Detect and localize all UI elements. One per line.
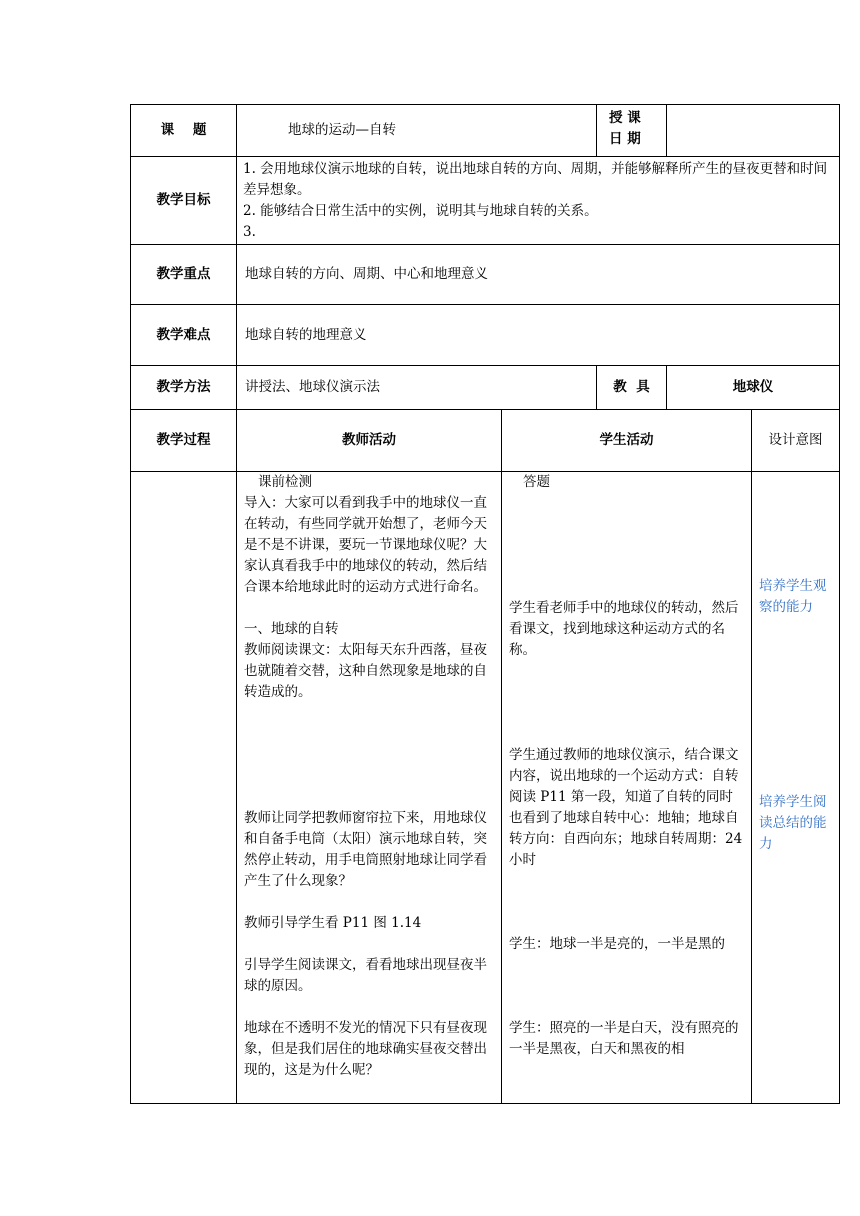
- col-divider: [751, 409, 752, 1104]
- date-label-line2: 日 期: [609, 131, 641, 147]
- teacher-p8: 地球在不透明不发光的情况下只有昼夜现象，但是我们居住的地球确实昼夜交替出现的，这是为什么呢？: [244, 1020, 487, 1078]
- course-label: 课 题: [160, 122, 207, 138]
- date-value: [667, 105, 839, 156]
- objective-1: 1. 会用地球仪演示地球的自转，说出地球自转的方向、周期，并能够解释所产生的昼夜更替和时间差异想象。: [243, 161, 828, 198]
- date-label-line1: 授 课: [609, 110, 641, 126]
- key-points-label: 教学重点: [156, 266, 211, 282]
- teacher-p2: 导入：大家可以看到我手中的地球仪一直在转动，有些同学就开始想了，老师今天是不是不讲课，要玩一节课地球仪呢？大家认真看我手中的地球仪的转动，然后结合课本给地球此时的运动方式进行命名。: [244, 495, 487, 595]
- student-activity-content: [509, 472, 745, 1102]
- objectives-content: [243, 159, 835, 244]
- design-intent-2: 培养学生阅读总结的能力: [759, 794, 827, 852]
- student-p6: 学生：照亮的一半是白天，没有照亮的一半是黑夜，白天和黑夜的相: [509, 1020, 739, 1057]
- col-divider: [501, 409, 502, 1104]
- teacher-activity-content: [244, 472, 497, 1102]
- student-p3: 学生通过教师的地球仪演示，结合课文内容，说出地球的一个运动方式：自转: [509, 747, 739, 784]
- objectives-label: 教学目标: [156, 192, 211, 208]
- teacher-p1: 课前检测: [258, 474, 312, 490]
- student-p5: 学生：地球一半是亮的，一半是黑的: [509, 936, 725, 952]
- key-points-text: 地球自转的方向、周期、中心和地理意义: [245, 266, 488, 282]
- tools-label: 教 具: [613, 379, 650, 395]
- student-p2: 学生看老师手中的地球仪的转动，然后看课文，找到地球这种运动方式的名称。: [509, 600, 739, 658]
- objective-3: 3.: [243, 224, 256, 240]
- design-intent-1: 培养学生观察的能力: [759, 578, 827, 615]
- difficulties-label: 教学难点: [156, 326, 211, 343]
- date-label: [597, 108, 666, 154]
- difficulties-text: 地球自转的地理意义: [245, 326, 367, 343]
- student-activity-header: 学生活动: [599, 432, 654, 448]
- col-divider: [236, 104, 237, 1104]
- teacher-activity-header: 教师活动: [342, 432, 396, 448]
- student-p1: 答题: [523, 474, 550, 490]
- table-border-right: [839, 104, 840, 1104]
- teacher-p6: 教师引导学生看 P11 图 1.14: [244, 915, 422, 931]
- objective-2: 2. 能够结合日常生活中的实例，说明其与地球自转的关系。: [243, 203, 598, 219]
- methods-text: 讲授法、地球仪演示法: [245, 379, 380, 395]
- teacher-p7: 引导学生阅读课文，看看地球出现昼夜半球的原因。: [244, 957, 487, 994]
- teacher-p5: 教师让同学把教师窗帘拉下来，用地球仪和自备手电筒（太阳）演示地球自转，突然停止转动，用手电筒照射地球让同学看产生了什么现象？: [244, 810, 487, 889]
- process-label: 教学过程: [156, 432, 211, 448]
- teacher-p4: 教师阅读课文：太阳每天东升西落，昼夜也就随着交替，这种自然现象是地球的自转造成的。: [244, 642, 487, 700]
- tools-value: 地球仪: [732, 379, 774, 395]
- student-p4: 阅读 P11 第一段，知道了自转的同时也看到了地球自转中心：地轴；地球自转方向：自西向东；地球自转周期：24 小时: [509, 789, 743, 868]
- course-title: 地球的运动—自转: [288, 122, 396, 138]
- teacher-p3: 一、地球的自转: [244, 621, 339, 637]
- design-intent-header: 设计意图: [768, 432, 823, 448]
- methods-label: 教学方法: [156, 379, 211, 395]
